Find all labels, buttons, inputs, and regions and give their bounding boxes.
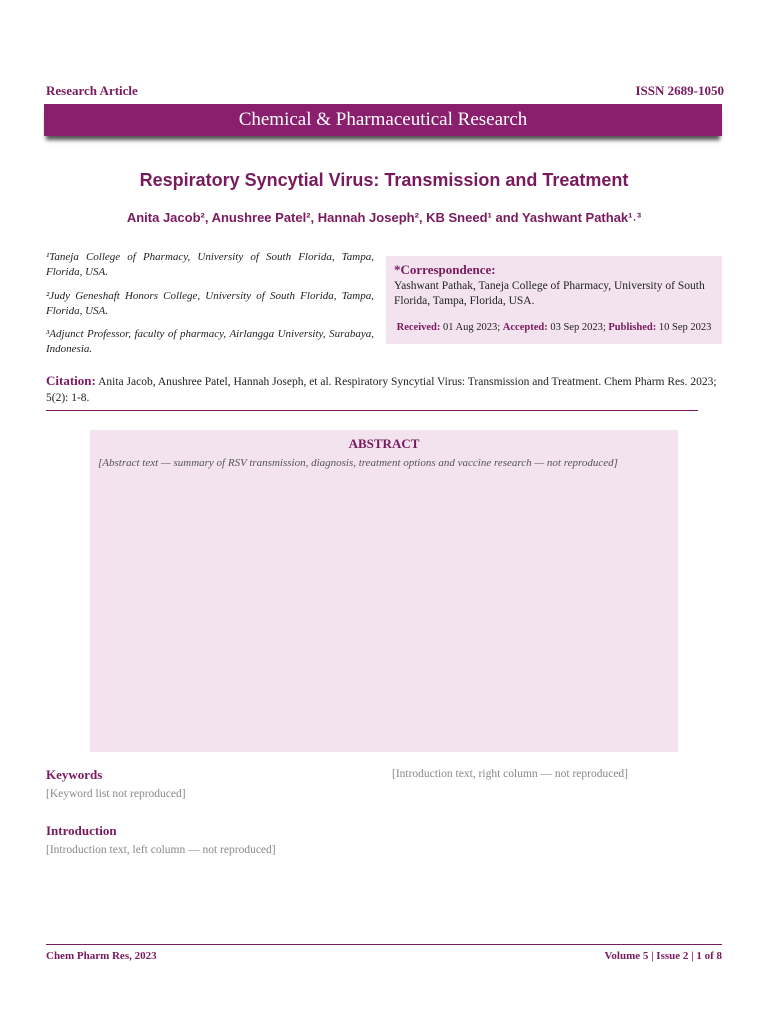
abstract-heading: ABSTRACT: [348, 436, 420, 451]
affiliation-1: ¹Taneja College of Pharmacy, University of South Florida, Tampa, Florida, USA.: [46, 251, 374, 278]
accepted-date: 03 Sep 2023;: [550, 321, 606, 333]
paper-title: Respiratory Syncytial Virus: Transmission and Treatment: [139, 170, 629, 190]
accepted-label: Accepted:: [502, 321, 548, 333]
citation: [46, 372, 722, 406]
footer-rule: [46, 944, 722, 945]
received-label: Received:: [396, 321, 441, 333]
affiliation-2: ²Judy Geneshaft Honors College, University of South Florida, Tampa, Florida, USA.: [46, 289, 374, 317]
dates-line: [394, 321, 714, 335]
abstract-box: [90, 430, 678, 752]
introduction-right-text: [Introduction text, right column — not reproduced]: [392, 768, 629, 780]
top-header: [46, 83, 724, 99]
abstract-body: [Abstract text — summary of RSV transmission, diagnosis, treatment options and vaccine research — not reproduced]: [98, 457, 618, 469]
received-date: 01 Aug 2023;: [443, 321, 501, 333]
journal-banner: Chemical & Pharmaceutical Research: [44, 104, 722, 136]
author-list: Anita Jacob², Anushree Patel², Hannah Joseph², KB Sneed¹ and Yashwant Pathak¹˒³: [126, 210, 642, 225]
article-type: Research Article: [46, 83, 138, 98]
published-date: 10 Sep 2023: [658, 321, 712, 333]
correspondence-heading: *Correspondence:: [394, 262, 496, 277]
divider: [46, 410, 698, 411]
correspondence-text: Yashwant Pathak, Taneja College of Pharmacy, University of South Florida, Tampa, Florida, USA.: [394, 279, 705, 307]
introduction-left-text: [Introduction text, left column — not reproduced]: [46, 844, 276, 857]
introduction-heading: Introduction: [46, 823, 117, 839]
page-footer: [46, 950, 722, 962]
issn: ISSN 2689-1050: [635, 83, 724, 98]
footer-pages: Volume 5 | Issue 2 | 1 of 8: [604, 950, 722, 962]
affiliation-3: ³Adjunct Professor, faculty of pharmacy, Airlangga University, Surabaya, Indonesia.: [46, 328, 374, 356]
affiliations: [46, 250, 374, 366]
left-column: [46, 766, 376, 859]
citation-label: Citation:: [46, 373, 96, 388]
citation-text: Anita Jacob, Anushree Patel, Hannah Joseph, et al. Respiratory Syncytial Virus: Transmission and Treatment. Chem Pharm Res. 2023; 5(2): 1-8.: [46, 376, 717, 405]
correspondence-box: [386, 256, 722, 344]
keywords-heading: Keywords: [46, 767, 103, 782]
keywords-text: [Keyword list not reproduced]: [46, 788, 186, 801]
published-label: Published:: [608, 321, 657, 333]
footer-journal: Chem Pharm Res, 2023: [46, 950, 157, 962]
